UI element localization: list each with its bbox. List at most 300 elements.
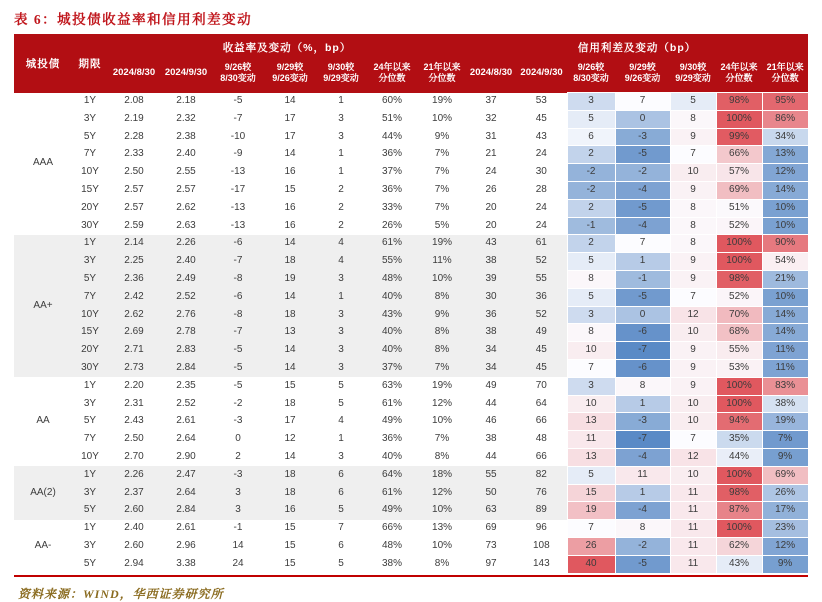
spread-date1-cell: 20 [485, 201, 497, 213]
yield-date1-cell: 2.94 [124, 557, 144, 569]
yield-chg2-cell: 14 [264, 235, 316, 253]
spread-chg2-heat-cell: -1 [615, 270, 670, 288]
table-row [14, 413, 808, 431]
tenor-cell: 1Y [83, 379, 97, 391]
yield-chg3-cell: 2 [338, 201, 344, 213]
spread-chg1-heat-cell: 7 [567, 520, 615, 538]
yield-pct21-cell: 7% [434, 201, 450, 213]
spread-chg3-heat-cell: 9 [670, 270, 716, 288]
spread-pct24-heat-cell: 62% [716, 537, 762, 555]
spread-chg3-heat-cell: 10 [670, 466, 716, 484]
yield-chg3-cell: 5 [338, 379, 344, 391]
spread-pct24-heat-cell: 100% [716, 235, 762, 253]
spread-date2-cell: 66 [535, 415, 547, 427]
spread-chg2-heat-cell: 7 [615, 93, 670, 111]
spread-chg3-heat-cell: 9 [670, 128, 716, 146]
yield-date2-cell: 2.35 [176, 379, 196, 391]
yield-date1-cell: 2.57 [124, 201, 144, 213]
header-line: 分位数 [428, 73, 456, 84]
spread-pct24-heat-cell: 51% [716, 199, 762, 217]
yield-date1-cell: 2.60 [124, 539, 144, 551]
spread-pct21-heat-cell: 14% [762, 324, 808, 342]
tenor-cell: 15Y [81, 183, 99, 195]
yield-pct24-cell: 44% [381, 130, 402, 142]
yield-chg3-cell: 4 [316, 235, 366, 253]
yield-pct21-cell: 7% [434, 148, 450, 160]
spread-date2-cell: 52 [516, 306, 567, 324]
yield-chg2-cell: 15 [284, 379, 296, 391]
spread-date1-cell: 69 [485, 522, 497, 534]
yield-chg2-cell: 16 [284, 201, 296, 213]
spread-pct24-heat-cell: 99% [716, 128, 762, 146]
rating-label: AA [36, 415, 50, 427]
yield-chg3-cell: 3 [316, 306, 366, 324]
spread-chg2-heat-cell: -3 [615, 413, 670, 431]
spread-pct24-heat-cell: 100% [716, 110, 762, 128]
tenor-cell: 20Y [72, 342, 108, 360]
yield-chg2-cell: 15 [284, 183, 296, 195]
yield-date2-cell: 2.96 [176, 539, 196, 551]
yield-pct24-cell: 40% [366, 342, 418, 360]
spread-date2-cell: 36 [516, 288, 567, 306]
yield-chg3-cell: 1 [338, 433, 344, 445]
yield-chg3-cell: 5 [338, 397, 344, 409]
yield-pct24-cell: 40% [366, 288, 418, 306]
spread-pct24-heat-cell: 100% [716, 377, 762, 395]
spread-chg1-heat-cell: 2 [567, 235, 615, 253]
yield-date2-cell: 2.78 [160, 324, 212, 342]
header-spread-chg2 [615, 57, 670, 93]
spread-chg1-heat-cell: 5 [567, 466, 615, 484]
spread-pct21-heat-cell: 9% [762, 555, 808, 573]
spread-date1-cell: 26 [485, 183, 497, 195]
yield-pct21-cell: 10% [418, 270, 466, 288]
yield-chg1-cell: -1 [233, 522, 243, 534]
yield-date1-cell: 2.31 [124, 397, 144, 409]
yield-pct24-cell: 55% [366, 253, 418, 271]
spread-chg2-heat-cell: -4 [615, 448, 670, 466]
spread-date2-cell: 30 [535, 166, 547, 178]
tenor-cell: 5Y [83, 415, 97, 427]
yield-date1-cell: 2.50 [124, 433, 144, 445]
yield-date1-cell: 2.60 [108, 502, 160, 520]
spread-chg3-heat-cell: 8 [670, 199, 716, 217]
yield-chg1-cell: -2 [233, 397, 243, 409]
yield-chg2-cell: 16 [264, 502, 316, 520]
spread-chg3-heat-cell: 11 [670, 537, 716, 555]
yield-chg3-cell: 1 [338, 95, 344, 106]
spread-pct24-heat-cell: 68% [716, 324, 762, 342]
tenor-cell: 1Y [72, 235, 108, 253]
spread-chg1-heat-cell: 5 [567, 253, 615, 271]
tenor-cell: 7Y [72, 288, 108, 306]
spread-chg3-heat-cell: 11 [670, 502, 716, 520]
tenor-cell: 3Y [83, 397, 97, 409]
yield-chg3-cell: 3 [316, 342, 366, 360]
spread-chg2-heat-cell: -7 [615, 431, 670, 449]
yield-date1-cell: 2.50 [124, 166, 144, 178]
table-row [14, 128, 808, 146]
spread-chg2-heat-cell: 8 [615, 520, 670, 538]
yield-pct21-cell: 8% [418, 288, 466, 306]
yield-pct21-cell: 5% [434, 219, 450, 231]
yield-date1-cell: 2.26 [108, 466, 160, 484]
tenor-cell: 20Y [81, 201, 99, 213]
spread-pct21-heat-cell: 10% [762, 217, 808, 235]
spread-date1-cell: 20 [485, 219, 497, 231]
spread-pct21-heat-cell: 12% [762, 164, 808, 182]
spread-pct24-heat-cell: 87% [716, 502, 762, 520]
spread-pct21-heat-cell: 14% [762, 181, 808, 199]
yield-pct21-cell: 11% [418, 253, 466, 271]
yield-chg2-cell: 14 [264, 342, 316, 360]
yield-date1-cell: 2.71 [108, 342, 160, 360]
yield-chg3-cell: 2 [338, 219, 344, 231]
yield-chg2-cell: 17 [284, 130, 296, 142]
yield-chg3-cell: 4 [316, 253, 366, 271]
yield-chg3-cell: 3 [338, 112, 344, 124]
spread-chg1-heat-cell: 3 [567, 377, 615, 395]
spread-pct21-heat-cell: 11% [762, 359, 808, 377]
spread-pct24-heat-cell: 57% [716, 164, 762, 182]
spread-date2-cell: 89 [516, 502, 567, 520]
yield-chg1-cell: -13 [230, 166, 246, 178]
spread-date1-cell: 31 [485, 130, 497, 142]
spread-chg1-heat-cell: -2 [567, 181, 615, 199]
spread-pct24-heat-cell: 100% [716, 466, 762, 484]
spread-chg1-heat-cell: 8 [567, 324, 615, 342]
yield-date1-cell: 2.73 [108, 359, 160, 377]
tenor-cell: 3Y [83, 539, 97, 551]
yield-chg3-cell: 3 [338, 130, 344, 142]
yield-pct21-cell: 12% [418, 484, 466, 502]
spread-date2-cell: 108 [532, 539, 550, 551]
tenor-cell: 5Y [83, 130, 97, 142]
yield-pct21-cell: 10% [432, 539, 453, 551]
table-row [14, 181, 808, 199]
yield-chg3-cell: 6 [316, 484, 366, 502]
yield-pct24-cell: 48% [381, 539, 402, 551]
source-note: 资料来源：WIND，华西证券研究所 [18, 586, 224, 601]
spread-chg1-heat-cell: 2 [567, 146, 615, 164]
yield-pct24-cell: 33% [381, 201, 402, 213]
table-row [14, 342, 808, 360]
spread-date1-cell: 55 [466, 466, 516, 484]
yield-pct24-cell: 40% [366, 324, 418, 342]
spread-chg2-heat-cell: 1 [615, 395, 670, 413]
spread-chg2-heat-cell: 0 [615, 306, 670, 324]
yield-pct24-cell: 36% [381, 433, 402, 445]
spread-date1-cell: 49 [485, 379, 497, 391]
yield-chg3-cell: 3 [316, 324, 366, 342]
yield-pct24-cell: 36% [381, 148, 402, 160]
spread-date1-cell: 38 [485, 433, 497, 445]
spread-date1-cell: 37 [485, 95, 497, 106]
spread-date1-cell: 24 [485, 166, 497, 178]
rating-label: AA- [34, 539, 52, 551]
header-spread-date2: 2024/9/30 [516, 57, 567, 93]
header-spread-chg1 [567, 57, 615, 93]
tenor-cell: 10Y [81, 450, 99, 462]
bond-yield-spread-table [14, 34, 809, 574]
spread-pct21-heat-cell: 11% [762, 342, 808, 360]
yield-pct24-cell: 40% [381, 450, 402, 462]
header-spread-group: 信用利差及变动（bp） [466, 34, 808, 57]
yield-date2-cell: 2.55 [176, 166, 196, 178]
spread-pct21-heat-cell: 17% [762, 502, 808, 520]
yield-pct21-cell: 8% [434, 557, 450, 569]
yield-chg1-cell: -5 [212, 359, 264, 377]
yield-date2-cell: 2.49 [160, 270, 212, 288]
yield-chg1-cell: -5 [212, 342, 264, 360]
yield-chg3-cell: 1 [338, 166, 344, 178]
yield-date1-cell: 2.28 [124, 130, 144, 142]
yield-pct24-cell: 66% [381, 522, 402, 534]
yield-pct24-cell: 38% [381, 557, 402, 569]
yield-date2-cell: 2.57 [176, 183, 196, 195]
yield-pct24-cell: 37% [381, 166, 402, 178]
spread-chg1-heat-cell: 19 [567, 502, 615, 520]
yield-chg1-cell: 2 [235, 450, 241, 462]
yield-date1-cell: 2.59 [124, 219, 144, 231]
yield-pct21-cell: 8% [418, 324, 466, 342]
yield-date1-cell: 2.14 [108, 235, 160, 253]
yield-chg2-cell: 14 [284, 95, 296, 106]
tenor-cell: 5Y [72, 502, 108, 520]
spread-chg2-heat-cell: 7 [615, 235, 670, 253]
header-yield-date1: 2024/8/30 [108, 57, 160, 93]
yield-pct24-cell: 63% [381, 379, 402, 391]
tenor-cell: 7Y [83, 148, 97, 160]
yield-date1-cell: 2.33 [124, 148, 144, 160]
spread-chg2-heat-cell: 0 [615, 110, 670, 128]
spread-date2-cell: 52 [516, 253, 567, 271]
spread-chg2-heat-cell: -6 [615, 359, 670, 377]
table-row [14, 164, 808, 182]
yield-pct21-cell: 18% [418, 466, 466, 484]
yield-date1-cell: 2.08 [124, 95, 144, 106]
spread-chg2-heat-cell: -4 [615, 181, 670, 199]
yield-chg1-cell: -3 [212, 466, 264, 484]
spread-chg2-heat-cell: 8 [615, 377, 670, 395]
header-line: 24年以来 [720, 61, 758, 72]
yield-chg3-cell: 6 [316, 466, 366, 484]
table-row [14, 217, 808, 235]
spread-date2-cell: 70 [535, 379, 547, 391]
spread-chg3-heat-cell: 11 [670, 555, 716, 573]
yield-date1-cell: 2.42 [108, 288, 160, 306]
spread-pct21-heat-cell: 10% [762, 199, 808, 217]
yield-date1-cell: 2.57 [124, 183, 144, 195]
spread-date2-cell: 55 [516, 270, 567, 288]
yield-pct21-cell: 7% [434, 166, 450, 178]
spread-chg1-heat-cell: 3 [567, 306, 615, 324]
header-line: 9/26变动 [272, 73, 308, 84]
spread-chg1-heat-cell: 26 [567, 537, 615, 555]
yield-chg1-cell: -13 [230, 219, 246, 231]
yield-date1-cell: 2.25 [108, 253, 160, 271]
yield-chg1-cell: -8 [212, 270, 264, 288]
yield-chg1-cell: -13 [230, 201, 246, 213]
header-line: 9/26变动 [624, 73, 661, 83]
yield-date1-cell: 2.36 [108, 270, 160, 288]
yield-date2-cell: 2.64 [176, 433, 196, 445]
spread-chg2-heat-cell: -2 [615, 537, 670, 555]
table-row [14, 502, 808, 520]
header-spread-chg3 [670, 57, 716, 93]
spread-date2-cell: 28 [535, 183, 547, 195]
spread-date1-cell: 63 [466, 502, 516, 520]
yield-date2-cell: 2.83 [160, 342, 212, 360]
yield-pct21-cell: 8% [418, 342, 466, 360]
table-header [14, 34, 808, 93]
yield-chg2-cell: 19 [264, 270, 316, 288]
yield-date2-cell: 2.40 [160, 253, 212, 271]
yield-chg2-cell: 18 [264, 484, 316, 502]
header-line: 9/30较 [679, 61, 707, 72]
spread-date1-cell: 38 [466, 253, 516, 271]
yield-pct21-cell: 10% [418, 502, 466, 520]
yield-chg1-cell: -3 [233, 415, 243, 427]
header-line: 分位数 [771, 73, 799, 83]
yield-pct24-cell: 60% [381, 95, 402, 106]
yield-pct24-cell: 51% [381, 112, 402, 124]
table-row [14, 324, 808, 342]
header-tenor: 期限 [72, 34, 108, 93]
spread-pct21-heat-cell: 26% [762, 484, 808, 502]
spread-pct24-heat-cell: 98% [716, 93, 762, 111]
yield-date2-cell: 2.40 [176, 148, 196, 160]
spread-chg1-heat-cell: 13 [567, 413, 615, 431]
spread-chg3-heat-cell: 10 [670, 164, 716, 182]
spread-chg2-heat-cell: -3 [615, 128, 670, 146]
spread-chg2-heat-cell: -6 [615, 324, 670, 342]
yield-pct21-cell: 19% [432, 379, 453, 391]
spread-pct21-heat-cell: 13% [762, 146, 808, 164]
spread-chg1-heat-cell: 15 [567, 484, 615, 502]
header-yield-chg1 [212, 57, 264, 93]
yield-pct24-cell: 26% [381, 219, 402, 231]
spread-pct24-heat-cell: 100% [716, 253, 762, 271]
spread-pct21-heat-cell: 69% [762, 466, 808, 484]
yield-chg2-cell: 18 [264, 306, 316, 324]
spread-chg1-heat-cell: 7 [567, 359, 615, 377]
yield-chg1-cell: -8 [212, 306, 264, 324]
spread-date2-cell: 43 [535, 130, 547, 142]
table-body [14, 93, 808, 574]
yield-date2-cell: 2.38 [176, 130, 196, 142]
spread-pct21-heat-cell: 34% [762, 128, 808, 146]
yield-chg3-cell: 5 [316, 502, 366, 520]
yield-chg2-cell: 14 [284, 450, 296, 462]
spread-chg2-heat-cell: -5 [615, 288, 670, 306]
spread-date1-cell: 38 [466, 324, 516, 342]
spread-pct21-heat-cell: 23% [762, 520, 808, 538]
table-row [14, 199, 808, 217]
tenor-cell: 3Y [72, 484, 108, 502]
spread-chg1-heat-cell: -1 [567, 217, 615, 235]
spread-chg3-heat-cell: 11 [670, 520, 716, 538]
yield-chg2-cell: 14 [264, 288, 316, 306]
tenor-cell: 1Y [83, 522, 97, 534]
header-line: 分位数 [725, 73, 753, 83]
spread-chg3-heat-cell: 12 [670, 448, 716, 466]
yield-pct21-cell: 8% [434, 450, 450, 462]
yield-date2-cell: 2.84 [160, 359, 212, 377]
spread-chg2-heat-cell: -5 [615, 555, 670, 573]
spread-date2-cell: 45 [535, 112, 547, 124]
yield-chg1-cell: 0 [235, 433, 241, 445]
spread-date1-cell: 21 [485, 148, 497, 160]
header-spread-pct24 [716, 57, 762, 93]
yield-chg2-cell: 13 [264, 324, 316, 342]
yield-date1-cell: 2.40 [124, 522, 144, 534]
spread-pct21-heat-cell: 12% [762, 537, 808, 555]
tenor-cell: 5Y [72, 270, 108, 288]
spread-chg3-heat-cell: 12 [670, 306, 716, 324]
table-row [14, 146, 808, 164]
yield-chg2-cell: 18 [264, 253, 316, 271]
spread-chg2-heat-cell: -7 [615, 342, 670, 360]
spread-chg1-heat-cell: 10 [567, 395, 615, 413]
rating-label: AAA [32, 157, 53, 169]
spread-chg3-heat-cell: 10 [670, 395, 716, 413]
table-row [14, 431, 808, 449]
spread-chg1-heat-cell: 13 [567, 448, 615, 466]
spread-date2-cell: 143 [532, 557, 550, 569]
yield-date2-cell: 2.62 [176, 201, 196, 213]
spread-pct24-heat-cell: 53% [716, 359, 762, 377]
table-row [14, 377, 808, 395]
table-row [14, 520, 808, 538]
yield-chg1-cell: -7 [233, 112, 243, 124]
spread-pct21-heat-cell: 19% [762, 413, 808, 431]
table-row [14, 270, 808, 288]
spread-date1-cell: 97 [485, 557, 497, 569]
spread-chg2-heat-cell: -5 [615, 199, 670, 217]
spread-date2-cell: 64 [535, 397, 547, 409]
yield-pct21-cell: 19% [432, 95, 453, 106]
tenor-cell: 30Y [81, 219, 99, 231]
yield-chg2-cell: 18 [264, 466, 316, 484]
yield-date1-cell: 2.37 [108, 484, 160, 502]
spread-pct24-heat-cell: 52% [716, 217, 762, 235]
yield-chg1-cell: -9 [233, 148, 243, 160]
spread-chg1-heat-cell: -2 [567, 164, 615, 182]
yield-chg2-cell: 15 [284, 557, 296, 569]
bottom-rule [14, 575, 808, 577]
rating-label: AA+ [14, 235, 72, 377]
tenor-cell: 7Y [83, 433, 97, 445]
spread-date2-cell: 45 [516, 359, 567, 377]
yield-pct21-cell: 9% [418, 306, 466, 324]
spread-chg3-heat-cell: 5 [670, 93, 716, 111]
tenor-cell: 5Y [83, 557, 97, 569]
spread-date2-cell: 48 [535, 433, 547, 445]
spread-date2-cell: 76 [516, 484, 567, 502]
spread-chg2-heat-cell: -4 [615, 502, 670, 520]
yield-pct24-cell: 61% [366, 484, 418, 502]
spread-chg3-heat-cell: 9 [670, 253, 716, 271]
spread-chg1-heat-cell: 6 [567, 128, 615, 146]
spread-chg2-heat-cell: -4 [615, 217, 670, 235]
spread-pct21-heat-cell: 38% [762, 395, 808, 413]
yield-date2-cell: 2.52 [160, 288, 212, 306]
yield-date1-cell: 2.20 [124, 379, 144, 391]
yield-chg1-cell: 3 [212, 502, 264, 520]
spread-date1-cell: 30 [466, 288, 516, 306]
spread-chg3-heat-cell: 9 [670, 342, 716, 360]
